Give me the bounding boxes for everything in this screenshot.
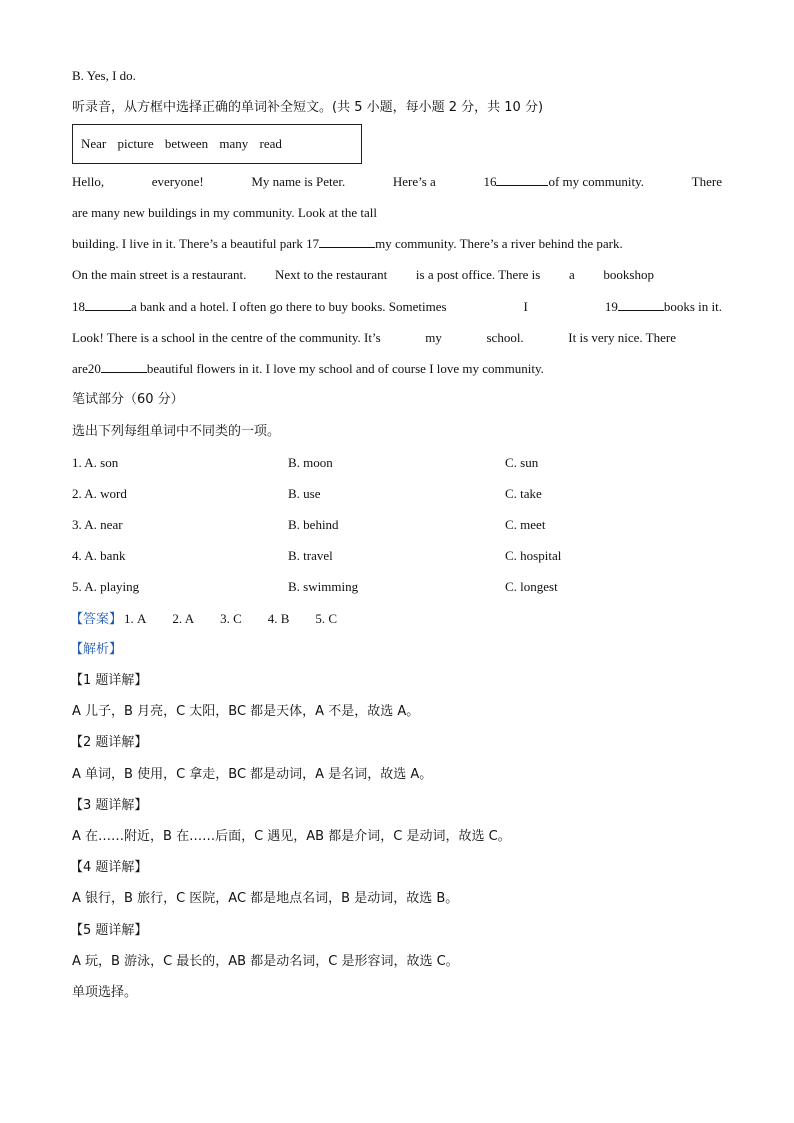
answer-item: 5. C — [315, 611, 338, 626]
question-2-option-b: B. use — [288, 486, 321, 501]
question-4-option-a: 4. A. bank — [72, 548, 126, 563]
written-section-heading: 笔试部分（60 分） — [72, 392, 184, 407]
passage-line-7: are20 beautiful flowers in it. I love my school and of course I love my community. — [72, 361, 544, 376]
answer-blank-19[interactable] — [618, 298, 664, 311]
detail-4-heading: 【4 题详解】 — [70, 860, 148, 875]
question-3-option-a: 3. A. near — [72, 517, 123, 532]
question-3-option-b: B. behind — [288, 517, 339, 532]
answer-label: 【答案】 — [70, 612, 123, 627]
passage-line-2: are many new buildings in my community. Look at the tall — [72, 205, 377, 220]
word-box-words: Near picture between many read — [81, 136, 282, 151]
detail-4-text: A 银行，B 旅行，C 医院，AC 都是地点名词，B 是动词，故选 B。 — [72, 891, 459, 906]
passage-line-4: On the main street is a restaurant. Next to the restaurant is a post office. There is a bookshop — [72, 267, 654, 282]
passage-line-6: Look! There is a school in the centre of the community. It’s my school. It is very nice. There — [72, 330, 676, 345]
odd-one-out-instruction: 选出下列每组单词中不同类的一项。 — [72, 424, 281, 439]
blank-16: 16 of my community. — [483, 174, 645, 189]
answer-blank[interactable] — [496, 173, 548, 186]
detail-1-heading: 【1 题详解】 — [70, 673, 148, 688]
passage-line-1 — [72, 173, 722, 191]
answer-item: 2. A — [172, 611, 195, 626]
question-2-option-c: C. take — [505, 486, 542, 501]
passage-text: everyone! — [151, 174, 204, 189]
detail-2-heading: 【2 题详解】 — [70, 735, 148, 750]
detail-2-text: A 单词，B 使用，C 拿走，BC 都是动词，A 是名词，故选 A。 — [72, 767, 433, 782]
question-2-option-a: 2. A. word — [72, 486, 127, 501]
passage-line-5: 18 a bank and a hotel. I often go there to buy books. Sometimes I 19 books in it. — [72, 299, 722, 314]
question-4-option-c: C. hospital — [505, 548, 562, 563]
passage-line-3: building. I live in it. There’s a beautiful park 17 my community. There’s a river behind the park. — [72, 236, 623, 251]
passage-text: Hello, — [72, 174, 105, 189]
question-5-option-a: 5. A. playing — [72, 579, 140, 594]
answer-blank-20[interactable] — [101, 360, 147, 373]
answer-item: 3. C — [220, 611, 242, 626]
question-3-option-c: C. meet — [505, 517, 546, 532]
detail-5-text: A 玩，B 游泳，C 最长的，AB 都是动名词，C 是形容词，故选 C。 — [72, 954, 459, 969]
listening-instruction: 听录音，从方框中选择正确的单词补全短文。(共 5 小题，每小题 2 分，共 10 分) — [72, 100, 544, 115]
passage-text: My name is Peter. — [251, 174, 346, 189]
detail-3-text: A 在……附近，B 在……后面，C 遇见，AB 都是介词，C 是动词，故选 C。 — [72, 829, 511, 844]
question-5-option-c: C. longest — [505, 579, 558, 594]
answer-item: 4. B — [267, 611, 290, 626]
question-1-option-c: C. sun — [505, 455, 539, 470]
analysis-label: 【解析】 — [70, 642, 123, 657]
option-b: B. Yes, I do. — [72, 68, 136, 83]
question-1-option-a: 1. A. son — [72, 455, 119, 470]
answer-blank-18[interactable] — [85, 298, 131, 311]
question-4-option-b: B. travel — [288, 548, 333, 563]
question-1-option-b: B. moon — [288, 455, 333, 470]
detail-1-text: A 儿子，B 月亮，C 太阳，BC 都是天体，A 不是，故选 A。 — [72, 704, 420, 719]
passage-text: Here’s a — [392, 174, 436, 189]
question-5-option-b: B. swimming — [288, 579, 359, 594]
answer-line — [70, 610, 363, 629]
passage-text: There — [691, 174, 722, 189]
next-section-heading: 单项选择。 — [72, 985, 138, 1000]
detail-5-heading: 【5 题详解】 — [70, 923, 148, 938]
word-box — [72, 124, 362, 164]
answer-item: 1. A — [124, 611, 147, 626]
answer-blank-17[interactable] — [319, 235, 375, 248]
detail-3-heading: 【3 题详解】 — [70, 798, 148, 813]
